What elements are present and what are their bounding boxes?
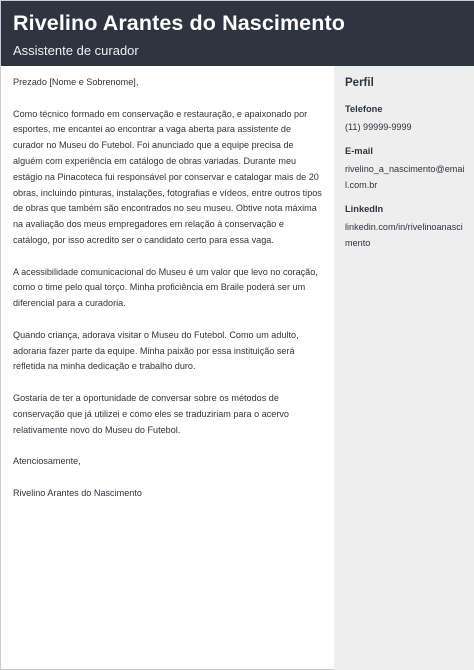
linkedin-label: LinkedIn [345, 204, 384, 214]
profile-sidebar [334, 66, 474, 670]
profile-title: Perfil [345, 77, 374, 89]
candidate-name: Rivelino Arantes do Nascimento [13, 11, 345, 35]
job-title: Assistente de curador [13, 43, 139, 58]
letter-closing: Atenciosamente, [13, 456, 81, 467]
letter-greeting: Prezado [Nome e Sobrenome], [13, 77, 139, 87]
email-label: E-mail [345, 146, 373, 156]
phone-value: (11) 99999-9999 [345, 122, 412, 132]
letter-paragraph: Quando criança, adorava visitar o Museu do Futebol. Como um adulto, adoraria fazer parte da equipe. Minha paixão por essa instituição será refletida na minha dedicação e trabalho duro. [13, 329, 299, 372]
letter-paragraph: Gostaria de ter a oportunidade de conversar sobre os métodos de conservação que já utilizei e como eles se traduziriam para o acervo relativamente novo do Museu do Futebol. [13, 392, 289, 435]
letter-paragraph: Como técnico formado em conservação e restauração, e apaixonado por esportes, me encantei ao encontrar a vaga aberta para assistente de curador no Museu do Futebol. Foi anunciado que a equipe precisa de alguém com experiência em catálogo de obras variadas. Durante meu estágio na Pinacoteca fui responsável por conservar e catalogar mais de 20 obras, incluindo pinturas, instalações, fotografias e vídeos, entre outros tipos de obras que também são encontrados no seu museu. Obtive nota máxima na avaliação dos meus empregadores em relação à conservação e catálogo, por isso acredito ser o candidato certo para essa vaga. [13, 108, 322, 245]
cover-letter-body [13, 75, 323, 517]
header-banner [1, 1, 474, 66]
phone-label: Telefone [345, 104, 383, 114]
letter-paragraph: A acessibilidade comunicacional do Museu é um valor que levo no coração, como o time pelo qual torço. Minha proficiência em Braile poderá ser um diferencial para a curadoria. [13, 266, 318, 309]
email-value[interactable]: rivelino_a_nascimento@email.com.br [345, 164, 465, 190]
linkedin-value[interactable]: linkedin.com/in/rivelinoanascimento [345, 222, 463, 248]
letter-signature: Rivelino Arantes do Nascimento [13, 487, 142, 498]
